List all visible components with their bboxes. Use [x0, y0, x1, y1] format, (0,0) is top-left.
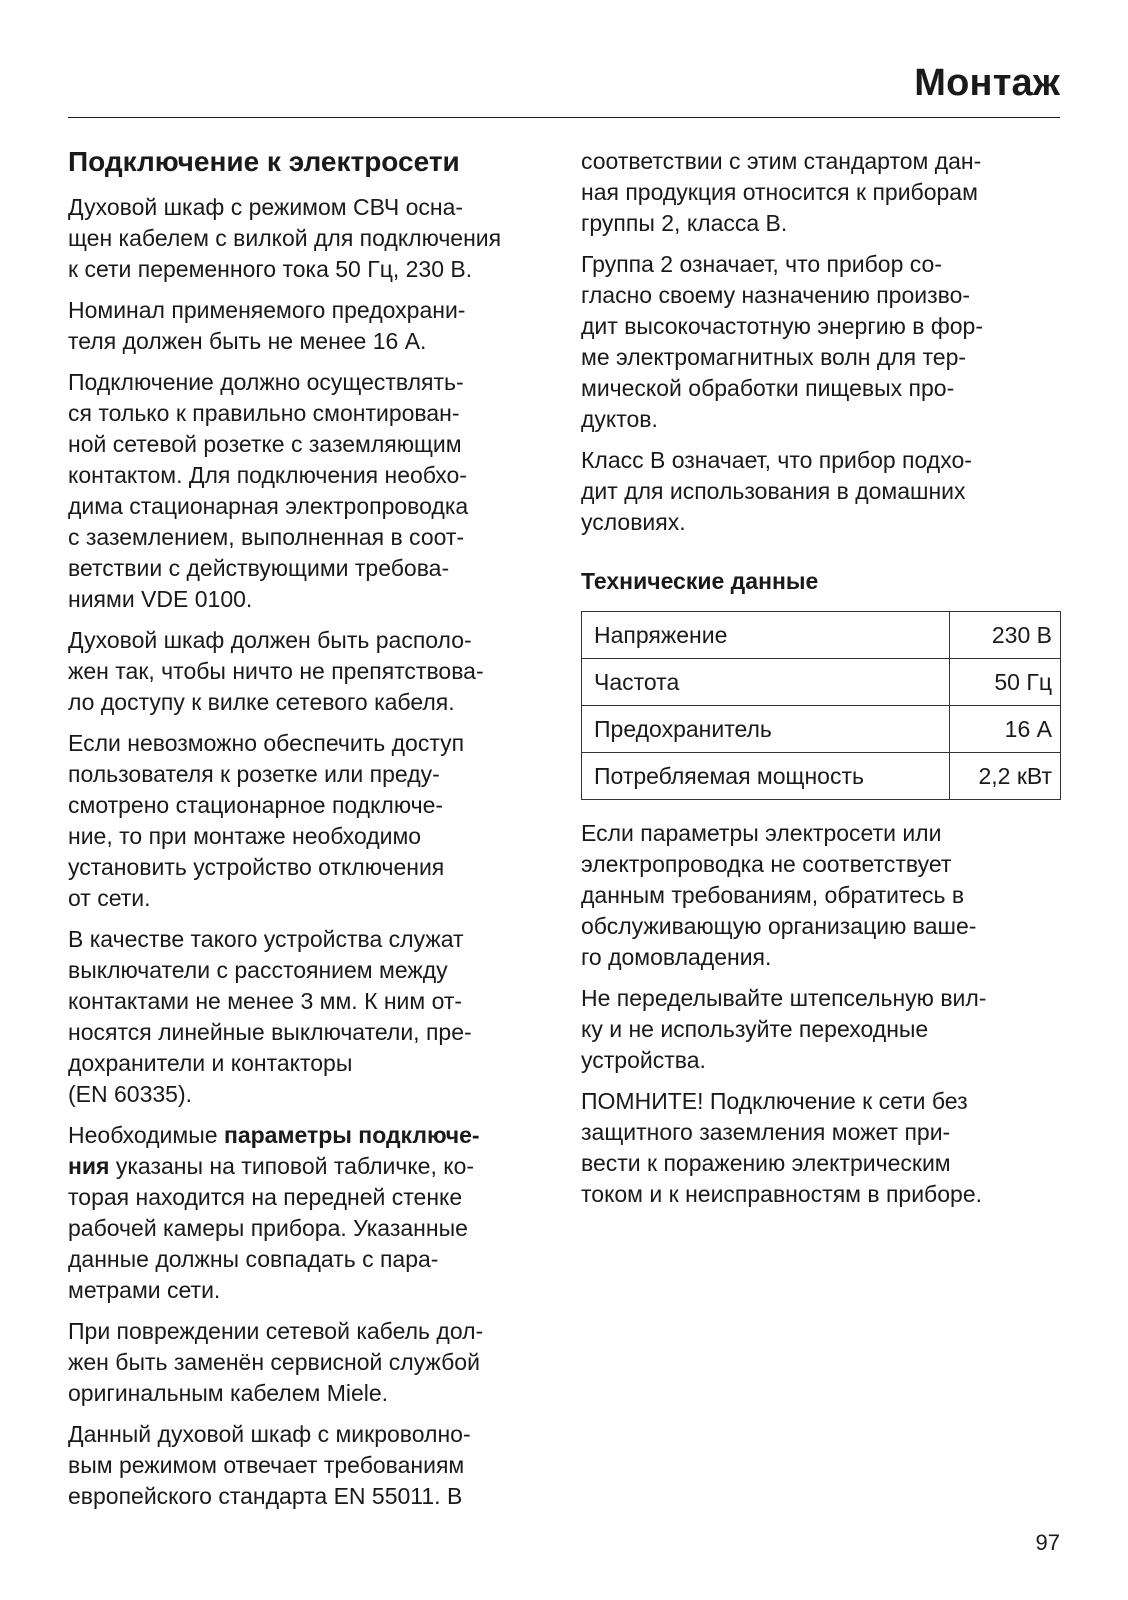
table-cell-label: Потребляемая мощность: [582, 753, 950, 800]
paragraph: Духовой шкаф должен быть располо- жен так, чтобы ничто не препятствова- ло доступу к вилке сетевого кабеля.: [68, 627, 484, 715]
table-cell-value: 230 В: [950, 612, 1061, 659]
right-column: [581, 146, 1059, 1220]
bold-term: параметры подключе- ния: [68, 1122, 480, 1179]
table-row: [582, 612, 1061, 659]
paragraph: Подключение должно осуществлять- ся только к правильно смонтирован- ной сетевой розетке с заземляющим контактом. Для подключения необхо- дима стационарная электропроводка с заземлением, выполненная в соот- ветствии с действующими требова- ниями VDE 0100.: [68, 369, 469, 612]
paragraph: При повреждении сетевой кабель дол- жен быть заменён сервисной службой оригинальным кабелем Miele.: [68, 1318, 484, 1406]
paragraph: Группа 2 означает, что прибор со- гласно своему назначению произво- дит высокочастотную энергию в фор- ме электромагнитных волн для тер- мической обработки пищевых про- дуктов.: [581, 251, 983, 432]
paragraph: соответствии с этим стандартом дан- ная продукция относится к приборам группы 2, класса В.: [581, 148, 982, 236]
paragraph: Не переделывайте штепсельную вил- ку и не используйте переходные устройства.: [581, 985, 987, 1073]
table-cell-value: 2,2 кВт: [950, 753, 1061, 800]
table-cell-label: Предохранитель: [582, 706, 950, 753]
paragraph: Если параметры электросети или электропроводка не соответствует данным требованиям, обратитесь в обслуживающую организацию ваше- го домовладения.: [581, 820, 977, 970]
table-cell-value: 50 Гц: [950, 659, 1061, 706]
tech-data-heading: Технические данные: [581, 568, 819, 594]
tech-data-table: [581, 611, 1061, 800]
paragraph: Духовой шкаф с режимом СВЧ осна- щен кабелем с вилкой для подключения к сети переменного тока 50 Гц, 230 В.: [68, 194, 502, 282]
table-cell-value: 16 А: [950, 706, 1061, 753]
paragraph: Номинал применяемого предохрани- теля должен быть не менее 16 А.: [68, 297, 466, 354]
left-column: [68, 142, 546, 1522]
paragraph-text: Необходимые: [68, 1122, 224, 1148]
paragraph: В качестве такого устройства служат выключатели с расстоянием между контактами не менее 3 мм. К ним от- носятся линейные выключатели, пре- дохранители и контакторы (EN 60335).: [68, 926, 472, 1107]
table-row: [582, 706, 1061, 753]
chapter-title: Монтаж: [914, 62, 1060, 104]
paragraph: Если невозможно обеспечить доступ пользователя к розетке или преду- смотрено стационарное подключе- ние, то при монтаже необходимо установить устройство отключения от сети.: [68, 730, 465, 911]
paragraph: Класс В означает, что прибор подхо- дит для использования в домашних условиях.: [581, 447, 972, 535]
table-cell-label: Напряжение: [582, 612, 950, 659]
paragraph: [68, 1120, 546, 1306]
header-rule: [68, 117, 1060, 118]
paragraph-text: указаны на типовой табличке, ко- торая находится на передней стенке рабочей камеры прибора. Указанные данные должны совпадать с пара- метрами сети.: [68, 1153, 475, 1303]
paragraph: Данный духовой шкаф с микроволно- вым режимом отвечает требованиям европейского стандарта EN 55011. В: [68, 1421, 471, 1509]
table-cell-label: Частота: [582, 659, 950, 706]
paragraph: ПОМНИТЕ! Подключение к сети без защитного заземления может при- вести к поражению электрическим током и к неисправностям в приборе.: [581, 1088, 982, 1207]
table-row: [582, 659, 1061, 706]
section-title: Подключение к электросети: [68, 146, 460, 177]
page-number: 97: [1035, 1530, 1060, 1555]
table-row: [582, 753, 1061, 800]
